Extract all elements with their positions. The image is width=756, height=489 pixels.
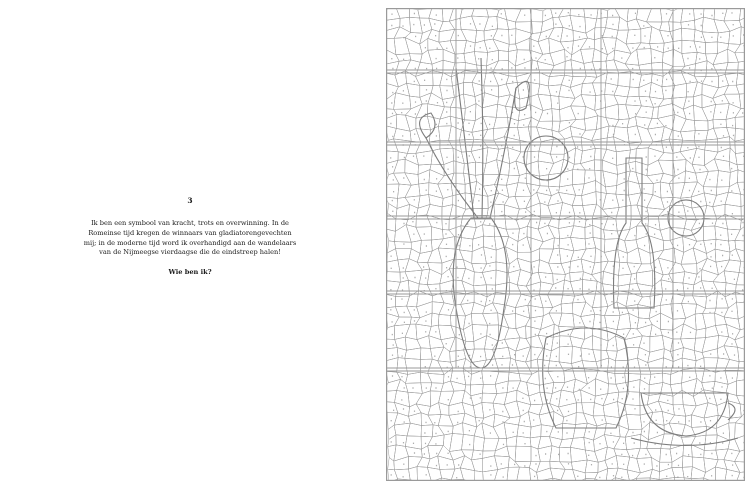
riddle-line: Ik ben een symbool van kracht, trots en overwinning. In de [91, 219, 289, 227]
mosaic-cell-lines [386, 8, 745, 481]
panel-divider-horizontal [386, 368, 745, 371]
riddle-question: Wie ben ik? [168, 268, 212, 277]
panel-divider-horizontal [386, 291, 745, 294]
riddle-block [70, 196, 310, 277]
jug-outline [543, 328, 629, 428]
saucer-outline [631, 438, 738, 446]
leaf-outline [420, 81, 530, 138]
puzzle-picture-outlines [420, 58, 738, 446]
riddle-text [70, 219, 310, 258]
riddle-line: mij; in de moderne tijd word ik overhandigd aan de wandelaars [83, 238, 297, 247]
panel-divider-horizontal [386, 70, 745, 73]
mosaic-number-marks [390, 12, 745, 481]
panel-divider-horizontal [386, 216, 745, 219]
riddle-number: 3 [187, 196, 193, 205]
puzzle-cells [386, 8, 745, 481]
right-page [386, 8, 745, 481]
riddle-line: van de Nijmeegse vierdaagse die de eindstreep halen! [99, 248, 281, 257]
puzzle-illustration [386, 8, 745, 481]
riddle-line: Romeinse tijd kregen de winnaars van gladiatorengevechten [88, 228, 292, 237]
